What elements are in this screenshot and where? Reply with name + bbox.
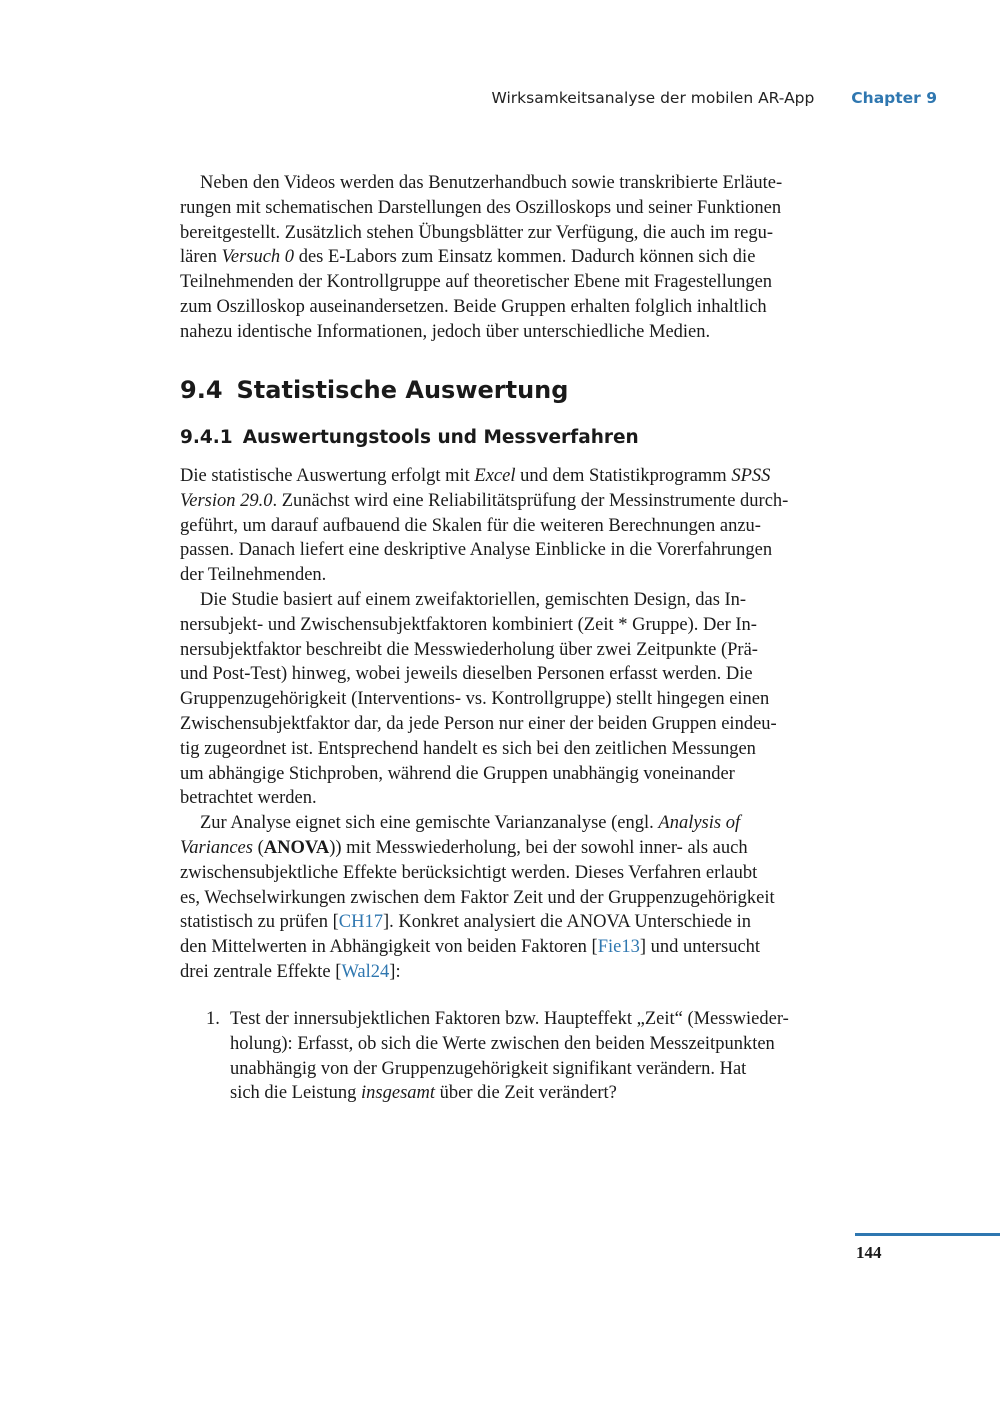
section-number: 9.4 xyxy=(180,376,223,404)
subsection-title: Auswertungstools und Messverfahren xyxy=(242,427,639,448)
section-title: Statistische Auswertung xyxy=(236,376,569,404)
running-header xyxy=(492,89,938,107)
running-header-title: Wirksamkeitsanalyse der mobilen AR-App xyxy=(491,89,815,107)
list-item: 1. Test der innersubjektlichen Faktoren bzw. Haupteffekt „Zeit“ (Messwieder- holung): Erfasst, ob sich die Werte zwischen den beiden Messzeitpunkten unabhängig von der Gruppenzugehörigkeit signifikant verändern. Hat sich die Leistung insgesamt über die Zeit verändert? xyxy=(206,1009,789,1104)
subsection-heading xyxy=(180,427,639,448)
paragraph: Neben den Videos werden das Benutzerhandbuch sowie transkribierte Erläute- rungen mit schematischen Darstellungen des Oszilloskops und seiner Funktionen bereitgestellt. Zusätzlich stehen Übungsblätter zur Verfügung, die auch im regu- lären Versuch 0 des E-Labors zum Einsatz kommen. Dadurch können sich die Teilnehmenden der Kontrollgruppe auf theoretischer Ebene mit Fragestellungen zum Oszilloskop auseinandersetzen. Beide Gruppen erhalten folglich inhaltlich nahezu identische Informationen, jedoch über unterschiedliche Medien. xyxy=(180,173,783,342)
citation-link[interactable]: Fie13 xyxy=(597,937,640,958)
page-number: 144 xyxy=(856,1243,882,1262)
running-header-chapter: Chapter 9 xyxy=(851,89,937,107)
paragraph: Die Studie basiert auf einem zweifaktoriellen, gemischten Design, das In- nersubjekt- und Zwischensubjektfaktoren kombiniert (Zeit * Gruppe). Der In- nersubjektfaktor beschreibt die Messwiederholung über zwei Zeitpunkte (Prä- und Post-Test) hinweg, wobei jeweils dieselben Personen erfasst werden. Die Gruppenzugehörigkeit (Interventions- vs. Kontrollgruppe) stellt hingegen einen Zwischensubjektfaktor dar, da jede Person nur einer der beiden Gruppen eindeu- tig zugeordnet ist. Entsprechend handelt es sich bei den zeitlichen Messungen um abhängige Stichproben, während die Gruppen unabhängig voneinander betrachtet werden. xyxy=(180,589,777,809)
section-heading xyxy=(180,376,568,404)
citation-link[interactable]: Wal24 xyxy=(341,961,390,982)
intro-text xyxy=(180,171,820,345)
section-body xyxy=(180,464,820,985)
citation-link[interactable]: CH17 xyxy=(338,912,383,933)
enumerated-list xyxy=(180,1007,820,1106)
footer-rule xyxy=(855,1233,1000,1236)
paragraph: Zur Analyse eignet sich eine gemischte Varianzanalyse (engl. Analysis of Variances (ANOVA)) mit Messwiederholung, bei der sowohl inner- als auch zwischensubjektliche Effekte berücksichtigt werden. Dieses Verfahren erlaubt es, Wechselwirkungen zwischen dem Faktor Zeit und der Gruppenzugehörigkeit statistisch zu prüfen [CH17]. Konkret analysiert die ANOVA Unterschiede in den Mittelwerten in Abhängigkeit von beiden Faktoren [Fie13] und untersucht drei zentrale Effekte [Wal24]: xyxy=(180,813,775,982)
paragraph: Die statistische Auswertung erfolgt mit Excel und dem Statistikprogramm SPSS Version 29.0. Zunächst wird eine Reliabilitätsprüfung der Messinstrumente durch- geführt, um darauf aufbauend die Skalen für die weiteren Berechnungen anzu- passen. Danach liefert eine deskriptive Analyse Einblicke in die Vorerfahrungen der Teilnehmenden. xyxy=(180,466,789,586)
subsection-number: 9.4.1 xyxy=(180,427,233,448)
list-item-number: 1. xyxy=(206,1009,220,1029)
